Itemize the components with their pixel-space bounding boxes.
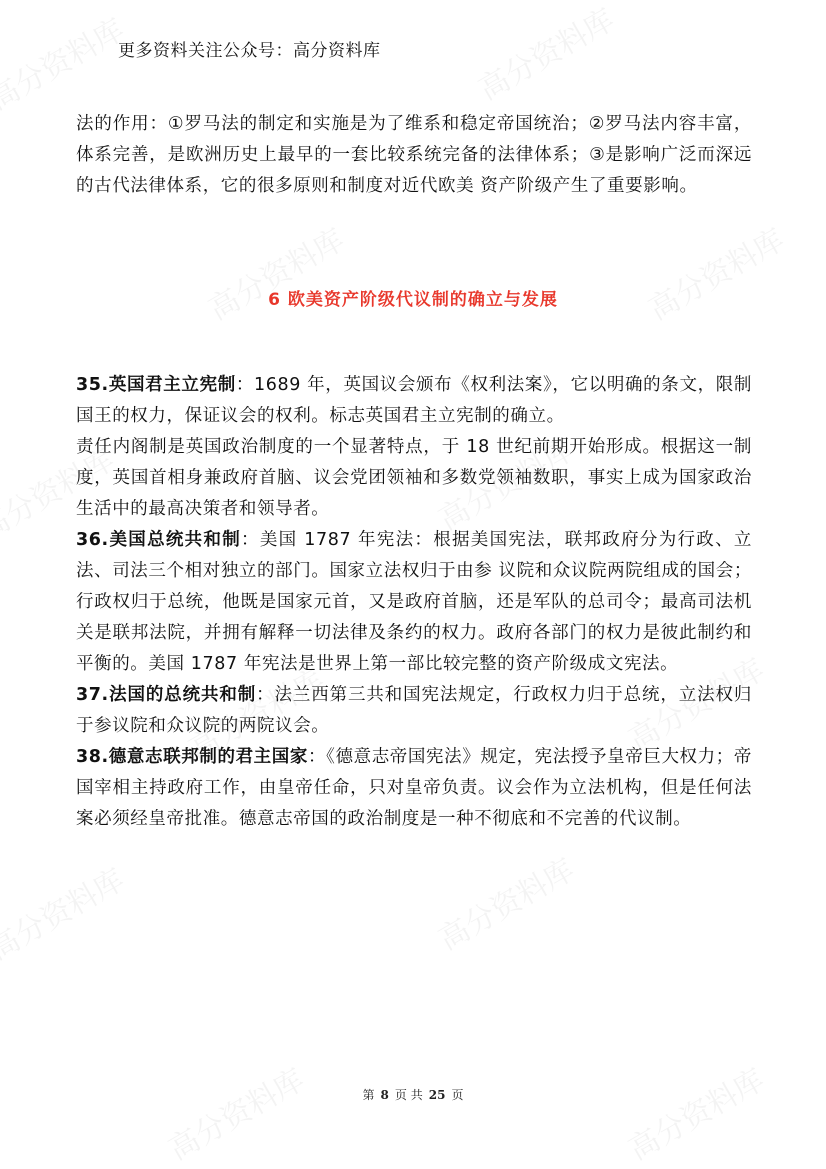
watermark — [639, 215, 791, 328]
item-list — [76, 370, 752, 835]
item-text: 责任内阁制是英国政治制度的一个显著特点，于 18 世纪前期开始形成。根据这一制度，英国首相身兼政府首脑、议会党团领袖和多数党领袖数职，事实上成为国家政治生活中的最高决策者和领导者。 — [76, 437, 752, 519]
footer-middle: 页 共 — [394, 1088, 423, 1102]
item-cabinet-system-paragraph — [76, 432, 752, 525]
watermark — [159, 1055, 311, 1168]
current-page-number: 8 — [380, 1088, 389, 1102]
section-title: 6 欧美资产阶级代议制的确立与发展 — [268, 290, 558, 310]
watermark — [199, 215, 351, 328]
item-term: 38.德意志联邦制的君主国家 — [76, 747, 309, 767]
item-separator: ： — [308, 747, 327, 767]
item-text: 法兰西第三共和国宪法规定，行政权力归于总统，立法权归于参议院和众议院的两院议会。 — [76, 685, 752, 736]
item-38-german-federal-monarchy — [76, 742, 752, 835]
item-text: 美国 1787 年宪法：根据美国宪法，联邦政府分为行政、立法、司法三个相对独立的部门。国家立法权归于由参 议院和众议院两院组成的国会；行政权归于总统，他既是国家元首，又是政府首脑，还是军队的总司令；最高司法机关是联邦法院，并拥有解释一切法律及条约的权力。政府各部门的权力是彼此制约和平衡的。美国 1787 年宪法是世界上第一部比较完整的资产阶级成文宪法。 — [76, 530, 752, 674]
watermark — [0, 855, 131, 968]
item-term: 37.法国的总统共和制 — [76, 685, 257, 705]
watermark — [0, 5, 131, 118]
item-37-french-presidential-republic — [76, 680, 752, 742]
item-separator: ： — [256, 685, 275, 705]
total-page-count: 25 — [428, 1088, 446, 1102]
item-36-us-presidential-republic — [76, 525, 752, 680]
footer-suffix: 页 — [451, 1088, 464, 1102]
header-note: 更多资料关注公众号：高分资料库 — [118, 41, 381, 61]
watermark — [429, 845, 581, 958]
watermark — [469, 0, 621, 109]
intro-paragraph: 法的作用：①罗马法的制定和实施是为了维系和稳定帝国统治；②罗马法内容丰富，体系完善，是欧洲历史上最早的一套比较系统完备的法律体系；③是影响广泛而深远的古代法律体系，它的很多原则和制度对近代欧美 资产阶级产生了重要影响。 — [76, 114, 752, 196]
item-term: 36.美国总统共和制 — [76, 530, 242, 550]
item-term: 35.英国君主立宪制 — [76, 375, 236, 395]
item-35-english-constitutional-monarchy — [76, 370, 752, 432]
item-text: 1689 年，英国议会颁布《权利法案》，它以明确的条文，限制国王的权力，保证议会的权利。标志英国君主立宪制的确立。 — [76, 375, 752, 426]
item-separator: ： — [235, 375, 255, 395]
item-separator: ： — [241, 530, 260, 550]
watermark — [619, 1055, 771, 1168]
footer-prefix: 第 — [362, 1088, 375, 1102]
page-footer — [0, 1086, 826, 1103]
item-text: 《德意志帝国宪法》规定，宪法授予皇帝巨大权力；帝国宰相主持政府工作，由皇帝任命，只对皇帝负责。议会作为立法机构，但是任何法案必须经皇帝批准。德意志帝国的政治制度是一种不彻底和不完善的代议制。 — [76, 747, 752, 829]
